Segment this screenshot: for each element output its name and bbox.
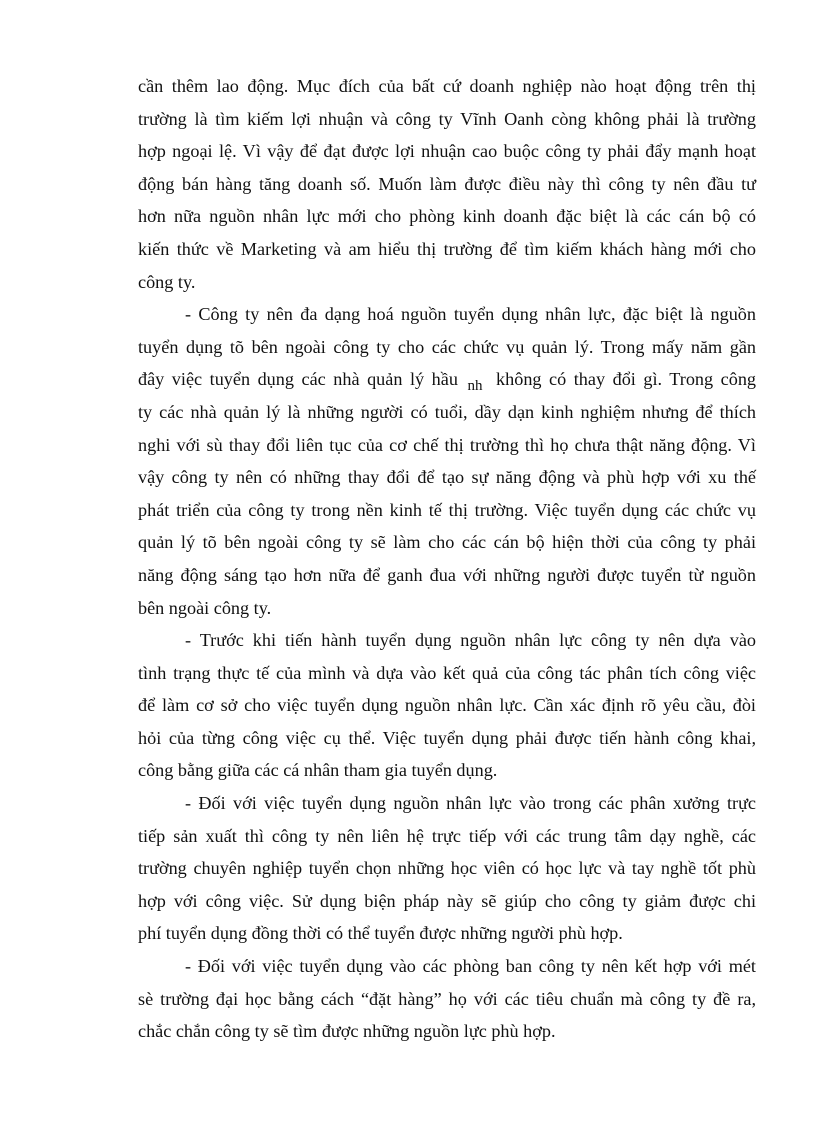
- text-fragment: đây việc tuyển dụng các nhà quản lý hầu: [138, 369, 458, 390]
- text-line: năng động sáng tạo hơn nữa để ganh đua với những người được tuyển từ nguồn: [138, 564, 756, 585]
- text-line: quản lý tõ bên ngoài công ty sẽ làm cho các cán bộ hiện thời của công ty phải: [138, 532, 756, 553]
- text-line: bên ngoài công ty.: [138, 597, 272, 618]
- text-line: nghi với sù thay đổi liên tục của cơ chế thị trường thì họ chưa thật năng động. Vì: [138, 434, 756, 455]
- text-line: cần thêm lao động. Mục đích của bất cứ doanh nghiệp nào hoạt động trên thị: [138, 76, 756, 96]
- text-line: vậy công ty nên có những thay đổi để tạo sự năng động và phù hợp với xu thế: [138, 467, 756, 488]
- paragraph: [138, 624, 756, 787]
- text-line: - Trước khi tiến hành tuyển dụng nguồn nhân lực công ty nên dựa vào: [185, 630, 756, 651]
- text-line: - Đối với việc tuyển dụng nguồn nhân lực vào trong các phân xưởng trực: [185, 793, 756, 814]
- text-line: sè trường đại học bằng cách “đặt hàng” họ với các tiêu chuẩn mà công ty đề ra,: [138, 988, 756, 1009]
- text-line: trường là tìm kiếm lợi nhuận và công ty Vĩnh Oanh còng không phải là trường: [138, 108, 756, 129]
- text-line: trường chuyên nghiệp tuyển chọn những học viên có học lực và tay nghề tốt phù: [138, 858, 756, 879]
- text-line: ty các nhà quản lý là những người có tuổi, dầy dạn kinh nghiệm nhưng để thích: [138, 401, 756, 422]
- text-line: - Đối với việc tuyển dụng vào các phòng ban công ty nên kết hợp với mét: [185, 956, 756, 977]
- document-page: [138, 70, 756, 1048]
- subscript-fragment: nh: [467, 378, 483, 395]
- text-line: để làm cơ sở cho việc tuyển dụng nguồn nhân lực. Cần xác định rõ yêu cầu, đòi: [138, 695, 756, 716]
- text-line: chắc chắn công ty sẽ tìm được những nguồn lực phù hợp.: [138, 1021, 556, 1042]
- paragraph: [138, 787, 756, 950]
- text-line: hỏi của từng công việc cụ thể. Việc tuyển dụng phải được tiến hành công khai,: [138, 727, 756, 748]
- text-fragment: không có thay đổi gì. Trong công: [496, 369, 757, 390]
- text-line: động bán hàng tăng doanh số. Muốn làm được điều này thì công ty nên đầu tư: [138, 173, 756, 194]
- paragraph: [138, 298, 756, 624]
- text-line: - Công ty nên đa dạng hoá nguồn tuyển dụng nhân lực, đặc biệt là nguồn: [185, 304, 756, 325]
- text-line: hợp với công việc. Sử dụng biện pháp này sẽ giúp cho công ty giảm được chi: [138, 890, 756, 911]
- text-line: hợp ngoại lệ. Vì vậy để đạt được lợi nhuận cao buộc công ty phải đẩy mạnh hoạt: [138, 141, 756, 162]
- text-line: phát triển của công ty trong nền kinh tế thị trường. Việc tuyển dụng các chức vụ: [138, 499, 756, 520]
- text-line: kiến thức về Marketing và am hiểu thị trường để tìm kiếm khách hàng mới cho: [138, 238, 756, 259]
- text-line: công ty.: [138, 271, 196, 292]
- text-line: tiếp sản xuất thì công ty nên liên hệ trực tiếp với các trung tâm dạy nghề, các: [138, 825, 756, 846]
- text-line: hơn nữa nguồn nhân lực mới cho phòng kinh doanh đặc biệt là các cán bộ có: [138, 206, 756, 227]
- text-line: [138, 363, 756, 396]
- text-line: tình trạng thực tế của mình và dựa vào kết quả của công tác phân tích công việc: [138, 662, 756, 683]
- paragraph: [138, 70, 756, 298]
- text-line: công bằng giữa các cá nhân tham gia tuyển dụng.: [138, 760, 498, 781]
- text-line: phí tuyển dụng đồng thời có thể tuyển được những người phù hợp.: [138, 923, 623, 944]
- paragraph: [138, 950, 756, 1048]
- text-line: tuyển dụng tõ bên ngoài công ty cho các chức vụ quản lý. Trong mấy năm gần: [138, 336, 756, 357]
